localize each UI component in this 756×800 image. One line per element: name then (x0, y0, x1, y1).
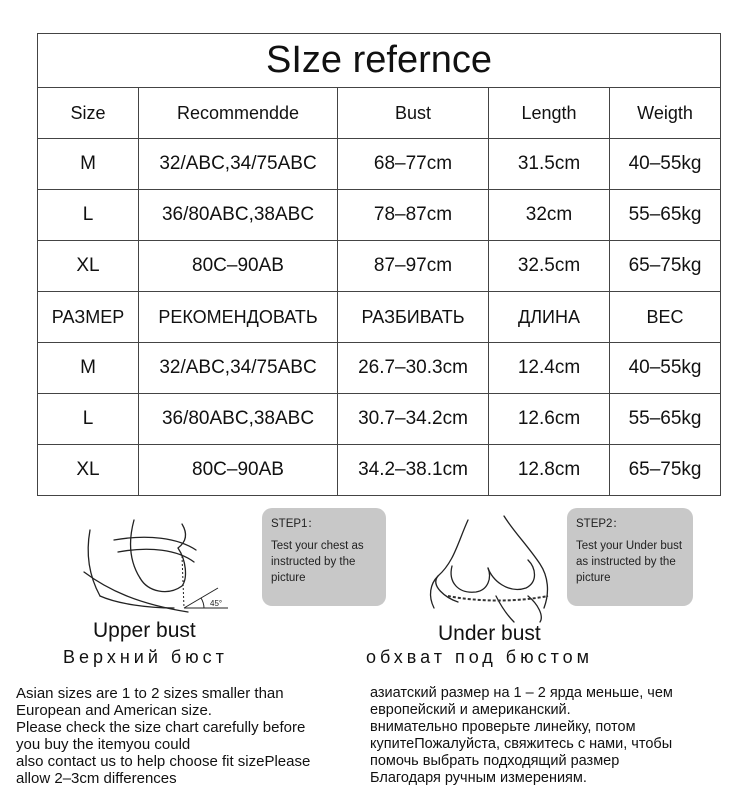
size-cell: M (38, 139, 139, 190)
upper-bust-illustration (78, 512, 260, 620)
note-line: помочь выбрать подходящий размер (370, 753, 620, 769)
under-bust-illustration (418, 512, 568, 624)
col-header-size-ru: РАЗМЕР (38, 292, 139, 343)
length-cell: 32.5cm (489, 241, 610, 292)
recommended-cell: 80C–90AB (139, 241, 338, 292)
table-row (38, 343, 721, 394)
table-row (38, 139, 721, 190)
size-reference-table (37, 33, 721, 496)
col-header-recommended: Recommendde (139, 88, 338, 139)
note-line: also contact us to help choose fit sizePlease (16, 753, 311, 770)
table-row (38, 241, 721, 292)
weight-cell: 40–55kg (610, 139, 721, 190)
col-header-recommended-ru: РЕКОМЕНДОВАТЬ (139, 292, 338, 343)
weight-cell: 65–75kg (610, 241, 721, 292)
size-cell: L (38, 190, 139, 241)
recommended-cell: 32/ABC,34/75ABC (139, 343, 338, 394)
bust-cell: 87–97cm (338, 241, 489, 292)
bust-cell: 68–77cm (338, 139, 489, 190)
col-header-weight: Weigth (610, 88, 721, 139)
bust-cell: 30.7–34.2cm (338, 394, 489, 445)
step1-title: STEP1： (271, 518, 319, 530)
bust-cell: 26.7–30.3cm (338, 343, 489, 394)
note-russian (370, 685, 673, 787)
length-cell: 12.4cm (489, 343, 610, 394)
length-cell: 12.6cm (489, 394, 610, 445)
under-bust-caption-ru: обхват под бюстом (366, 647, 594, 667)
col-header-size: Size (38, 88, 139, 139)
note-english (16, 685, 310, 787)
table-row (38, 394, 721, 445)
size-cell: M (38, 343, 139, 394)
step1-box (262, 508, 386, 606)
note-line: европейский и американский. (370, 702, 571, 718)
step2-title: STEP2： (576, 518, 624, 530)
size-cell: XL (38, 241, 139, 292)
weight-cell: 65–75kg (610, 445, 721, 496)
table-row (38, 190, 721, 241)
recommended-cell: 36/80ABC,38ABC (139, 190, 338, 241)
col-header-length: Length (489, 88, 610, 139)
note-line: European and American size. (16, 702, 212, 719)
step1-text: Test your chest as instructed by the picture (271, 540, 364, 584)
recommended-cell: 36/80ABC,38ABC (139, 394, 338, 445)
step2-text: Test your Under bust as instructed by the picture (576, 540, 683, 584)
note-line: you buy the itemyou could (16, 736, 191, 753)
recommended-cell: 80C–90AB (139, 445, 338, 496)
note-line: внимательно проверьте линейку, потом (370, 719, 636, 735)
header-row-en (38, 88, 721, 139)
length-cell: 12.8cm (489, 445, 610, 496)
upper-bust-caption-ru: Верхний бюст (63, 647, 228, 667)
col-header-weight-ru: ВЕС (610, 292, 721, 343)
note-line: азиатский размер на 1 – 2 ярда меньше, чем (370, 685, 673, 701)
col-header-bust: Bust (338, 88, 489, 139)
table-row (38, 445, 721, 496)
col-header-length-ru: ДЛИНА (489, 292, 610, 343)
weight-cell: 40–55kg (610, 343, 721, 394)
length-cell: 32cm (489, 190, 610, 241)
size-cell: XL (38, 445, 139, 496)
bust-cell: 78–87cm (338, 190, 489, 241)
weight-cell: 55–65kg (610, 190, 721, 241)
note-line: allow 2–3cm differences (16, 770, 177, 787)
weight-cell: 55–65kg (610, 394, 721, 445)
table-title: SIze refernce (38, 34, 721, 88)
size-cell: L (38, 394, 139, 445)
step2-box (567, 508, 693, 606)
recommended-cell: 32/ABC,34/75ABC (139, 139, 338, 190)
header-row-ru (38, 292, 721, 343)
length-cell: 31.5cm (489, 139, 610, 190)
note-line: Asian sizes are 1 to 2 sizes smaller than (16, 685, 284, 702)
under-bust-caption: Under bust (438, 622, 541, 645)
note-line: Please check the size chart carefully before (16, 719, 306, 736)
upper-bust-caption: Upper bust (93, 619, 196, 642)
bust-cell: 34.2–38.1cm (338, 445, 489, 496)
col-header-bust-ru: РАЗБИВАТЬ (338, 292, 489, 343)
note-line: Благодаря ручным измерениям. (370, 770, 587, 786)
note-line: купитеПожалуйста, свяжитесь с нами, чтобы (370, 736, 673, 752)
angle-label: 45° (210, 599, 223, 608)
